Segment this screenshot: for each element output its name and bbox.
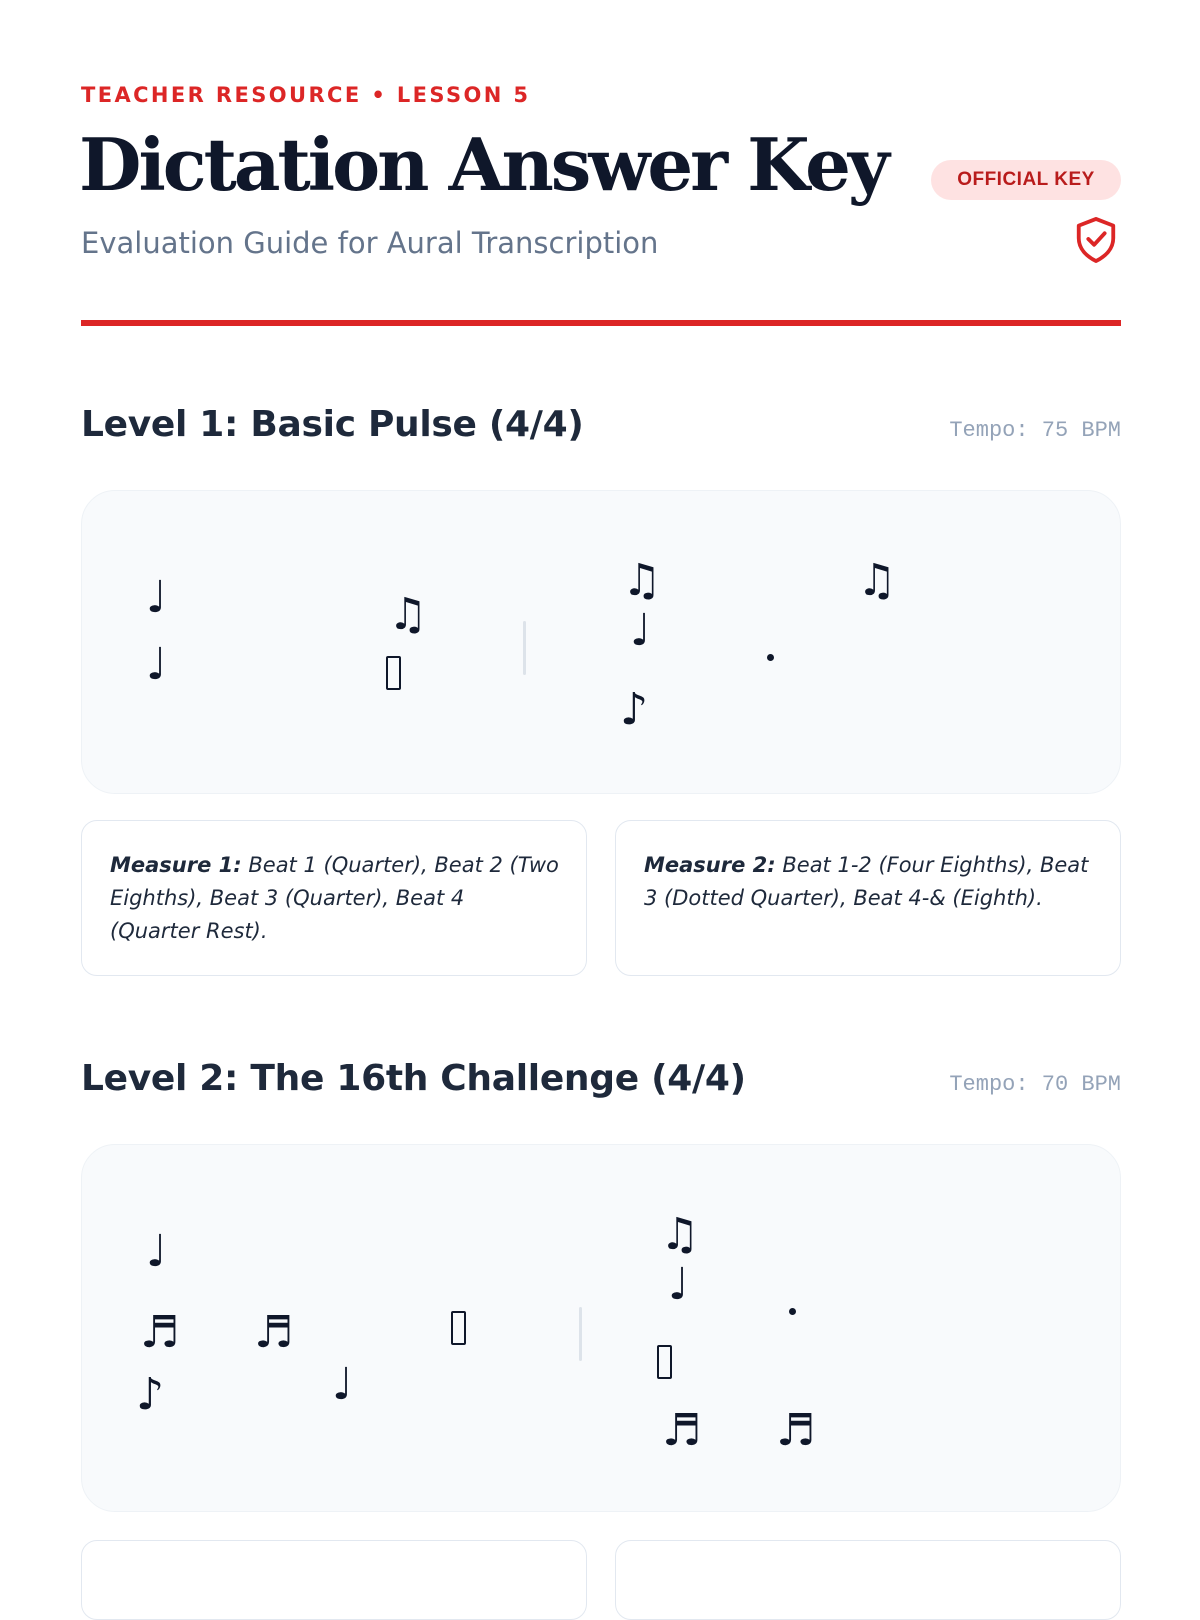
level-2-header	[81, 1058, 1121, 1099]
official-key-badge: OFFICIAL KEY	[931, 160, 1121, 200]
eighth-note-icon: ♪	[136, 1369, 165, 1420]
level-2-rhythm-staff	[81, 1144, 1121, 1512]
level-1-measure-notes	[81, 820, 1121, 976]
barline	[579, 1307, 582, 1361]
quarter-note-icon: ♩	[146, 572, 167, 623]
eighth-note-icon: ♪	[620, 684, 649, 735]
measure-1-text: Beat 1 (Quarter), Beat 2 (Two Eighths), Beat 3 (Quarter), Beat 4 (Quarter Rest).	[110, 853, 559, 943]
shield-check-icon	[1073, 214, 1119, 266]
level-1-header	[81, 404, 1121, 445]
level-2-tempo: Tempo: 70 BPM	[949, 1072, 1121, 1097]
two-eighth-notes-icon: ♫	[660, 1209, 700, 1260]
measure-2-text: Beat 1-2 (Four Eighths), Beat 3 (Dotted Quarter), Beat 4-& (Eighth).	[644, 853, 1089, 910]
quarter-note-icon: ♩	[146, 639, 167, 690]
page-title: Dictation Answer Key	[79, 122, 887, 207]
measure-note-card	[81, 1540, 587, 1620]
two-eighth-notes-icon: ♫	[622, 555, 662, 606]
quarter-note-icon: ♩	[332, 1359, 353, 1410]
level-1-tempo: Tempo: 75 BPM	[949, 418, 1121, 443]
quarter-rest-icon	[451, 1311, 466, 1345]
measure-2-note-card	[615, 820, 1121, 976]
header-divider	[81, 320, 1121, 326]
quarter-rest-icon	[657, 1345, 672, 1379]
page-subtitle: Evaluation Guide for Aural Transcription	[81, 226, 659, 260]
sixteenth-notes-icon: ♬	[140, 1307, 180, 1358]
dotted-quarter-dot-icon	[767, 654, 774, 661]
quarter-rest-icon	[386, 656, 401, 690]
sixteenth-notes-icon: ♬	[662, 1405, 702, 1456]
level-1-title: Level 1: Basic Pulse (4/4)	[81, 404, 584, 445]
two-eighth-notes-icon: ♫	[388, 589, 428, 640]
eyebrow-label: TEACHER RESOURCE • LESSON 5	[81, 83, 531, 107]
level-2-title: Level 2: The 16th Challenge (4/4)	[81, 1058, 746, 1099]
two-eighth-notes-icon: ♫	[857, 555, 897, 606]
measure-note-card	[615, 1540, 1121, 1620]
quarter-note-icon: ♩	[630, 605, 651, 656]
measure-1-label: Measure 1:	[110, 853, 242, 877]
measure-2-label: Measure 2:	[644, 853, 776, 877]
level-1-rhythm-staff	[81, 490, 1121, 794]
sixteenth-notes-icon: ♬	[254, 1307, 294, 1358]
sixteenth-notes-icon: ♬	[776, 1405, 816, 1456]
barline	[523, 621, 526, 675]
answer-key-page	[81, 0, 1121, 1600]
measure-1-note-card	[81, 820, 587, 976]
quarter-note-icon: ♩	[668, 1259, 689, 1310]
quarter-note-icon: ♩	[146, 1226, 167, 1277]
level-2-measure-notes	[81, 1540, 1121, 1620]
dotted-quarter-dot-icon	[789, 1308, 796, 1315]
